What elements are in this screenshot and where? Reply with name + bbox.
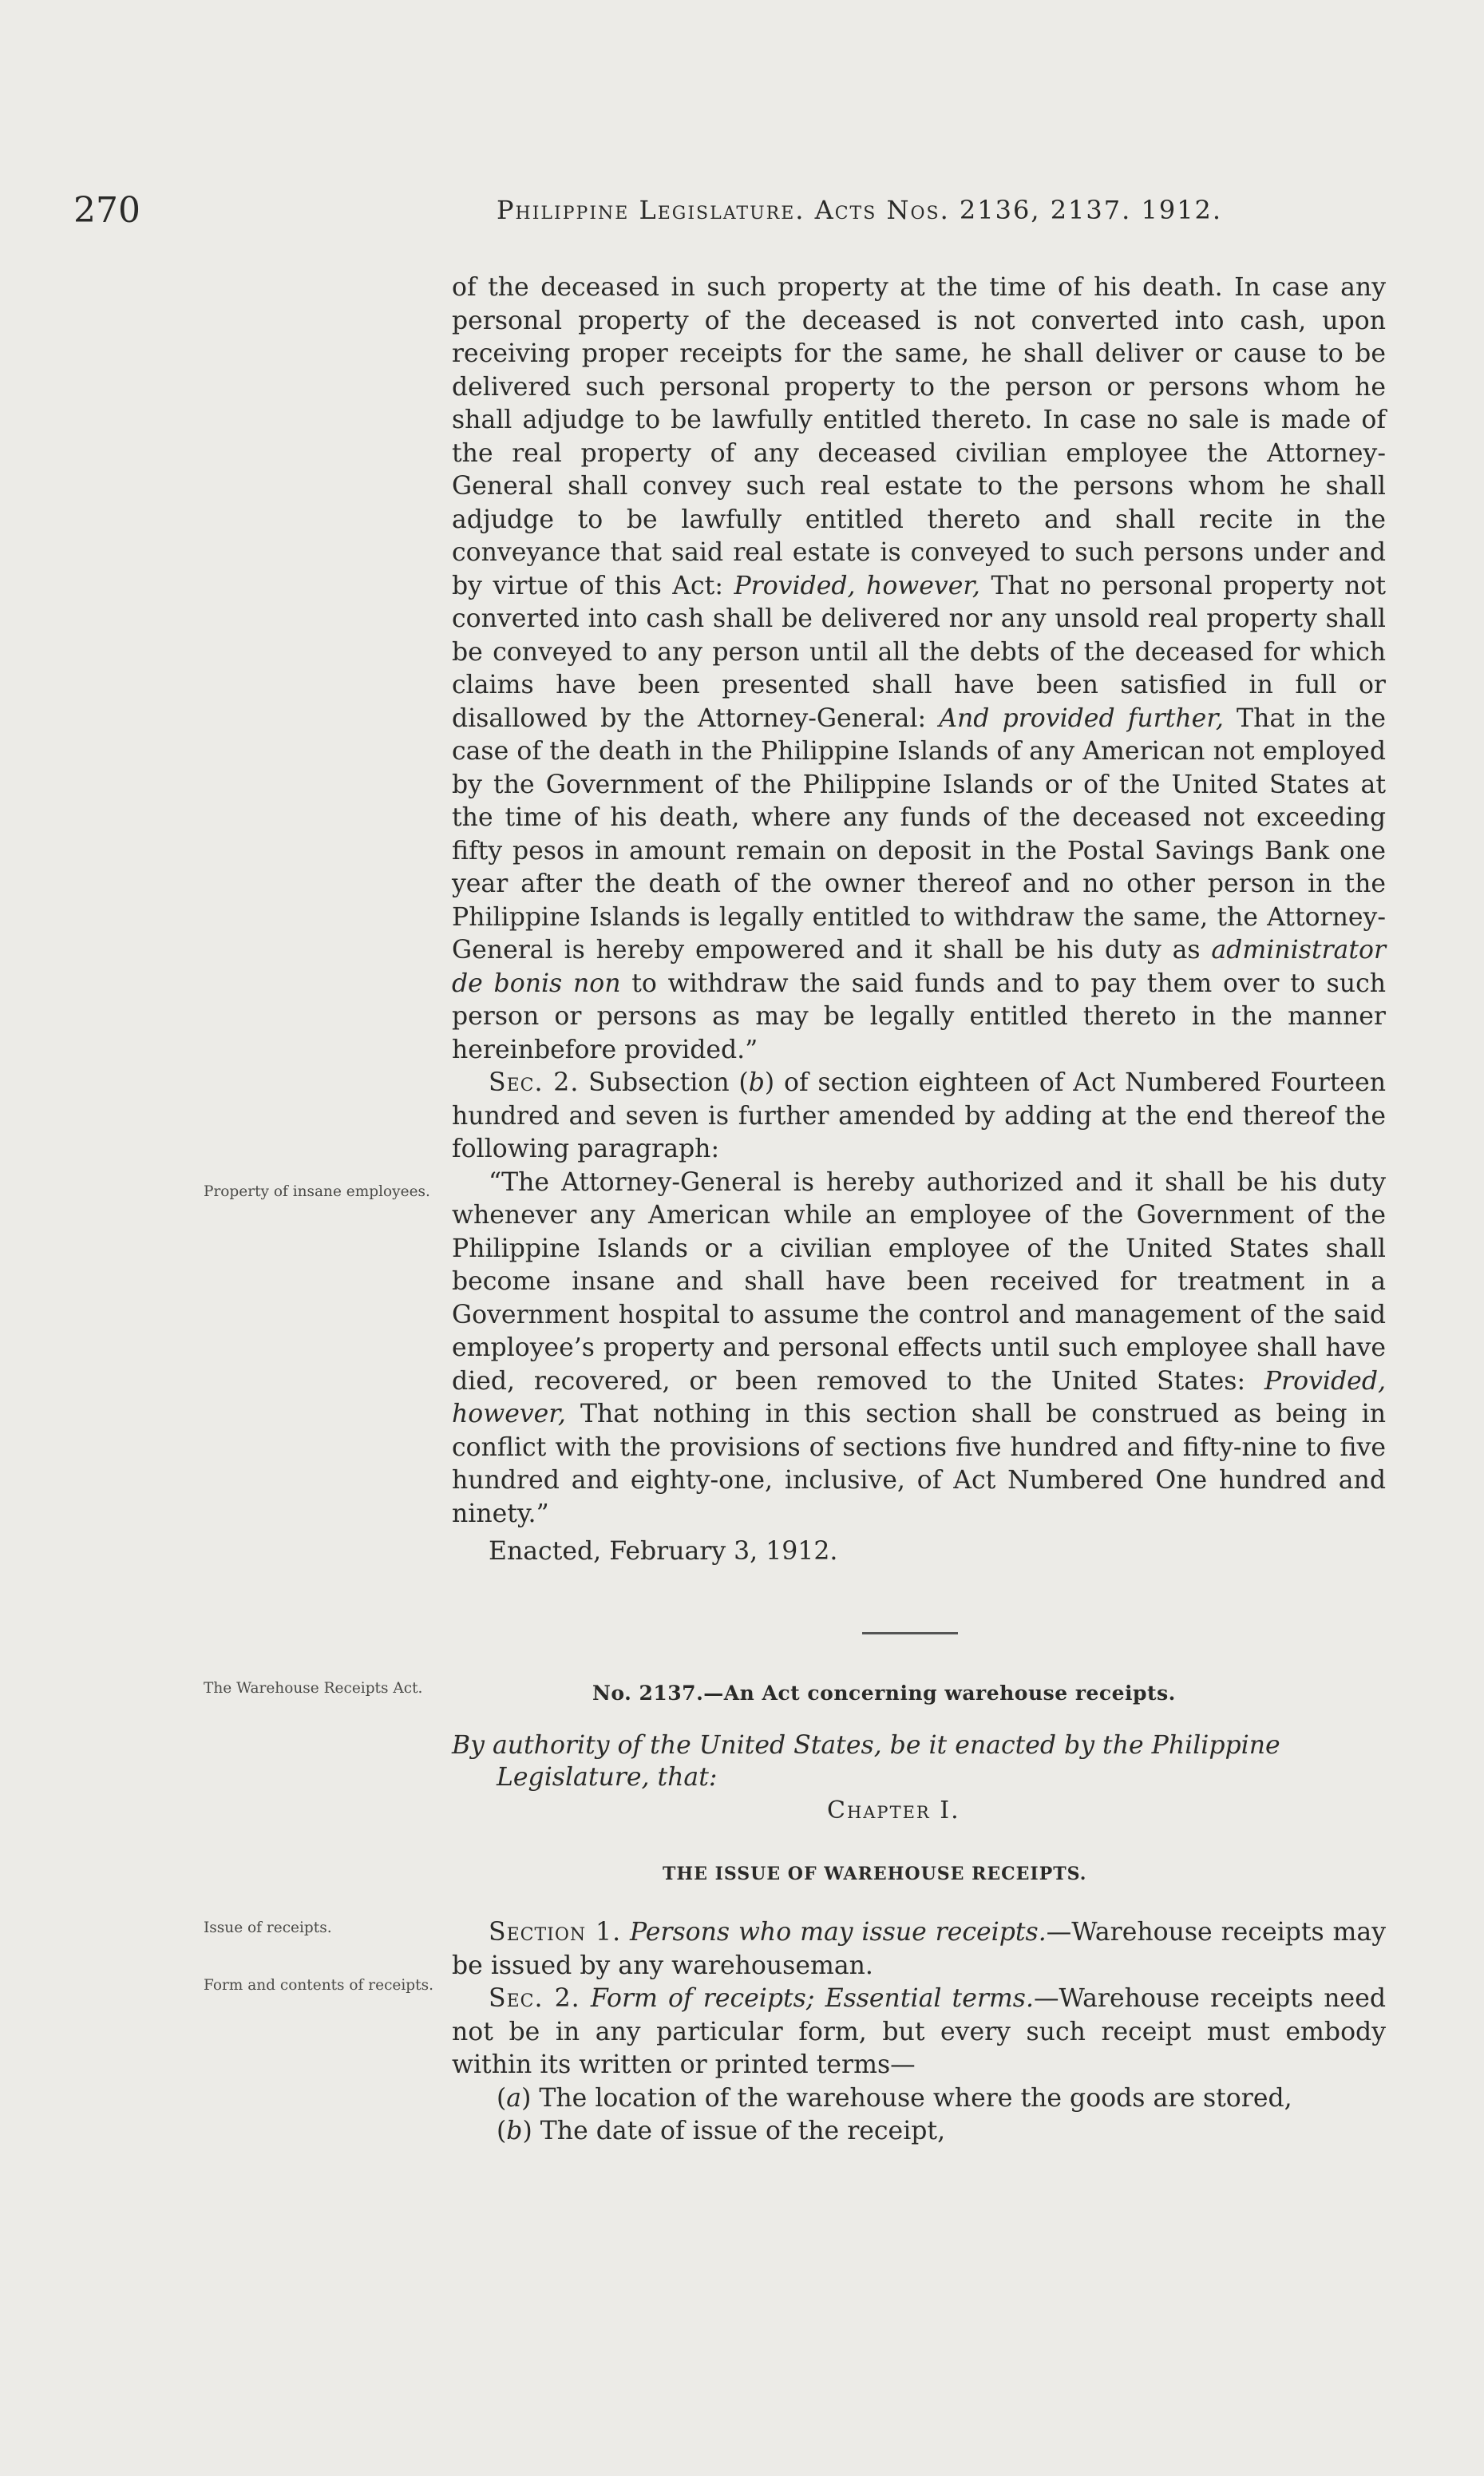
margin-note-insane: Property of insane employees. xyxy=(204,1183,430,1200)
running-head: Philippine Legislature. Acts Nos. 2136, 2137. 1912. xyxy=(497,195,1223,225)
act-2137-body xyxy=(452,1916,1386,2149)
margin-note-issue: Issue of receipts. xyxy=(204,1919,332,1936)
page-number: 270 xyxy=(73,190,140,231)
page-header xyxy=(73,190,1399,238)
enacted-date: Enacted, February 3, 1912. xyxy=(489,1537,838,1566)
quoted-paragraph: “The Attorney-General is hereby authorized and it shall be his duty whenever any American while an employee of the Government of the Philippine Islands or a civilian employee of the United States shall become insane and shall have been received for treatment in a Government hospital to assume the control and management of the said employee’s property and personal effects until such employee shall have died, recovered, or been removed to the United States: Provided, however, That nothing in this section shall be construed as being in conflict with the provisions of sections five hundred and fifty-nine to five hundred and eighty-one, inclusive, of Act Numbered One hundred and ninety.” xyxy=(452,1167,1386,1528)
section-divider xyxy=(862,1632,958,1634)
act-2137-title: No. 2137.—An Act concerning warehouse receipts. xyxy=(592,1682,1176,1705)
margin-note-warehouse-act: The Warehouse Receipts Act. xyxy=(204,1680,423,1697)
list-item-a: (a) The location of the warehouse where the goods are stored, xyxy=(497,2083,1292,2113)
paragraph-continuation: of the deceased in such property at the time of his death. In case any personal property of the deceased is not converted into cash, upon receiving proper receipts for the same, he shall deliver or cause to be delivered such personal property to the person or persons whom he shall adjudge to be lawfully entitled thereto. In case no sale is made of the real property of any deceased civilian employee the Attorney-General shall convey such real estate to the persons whom he shall adjudge to be lawfully entitled thereto and shall recite in the conveyance that said real estate is conveyed to such persons under and by virtue of this Act: Provided, however, That no personal property not converted into cash shall be delivered nor any unsold real property shall be conveyed to any person until all the debts of the deceased for which claims have been presented shall have been satisfied in full or disallowed by the Attorney-General: And provided further, That in the case of the death in the Philippine Islands of any American not employed by the Government of the Philippine Islands or of the United States at the time of his death, where any funds of the deceased not exceeding fifty pesos in amount remain on deposit in the Postal Savings Bank one year after the death of the owner thereof and no other person in the Philippine Islands is legally entitled to withdraw the same, the Attorney-General is hereby empowered and it shall be his duty as administrator de bonis non to withdraw the said funds and to pay them over to such person or persons as may be legally entitled thereto in the manner hereinbefore provided.” xyxy=(452,273,1386,1064)
list-item-b: (b) The date of issue of the receipt, xyxy=(497,2117,946,2145)
act-2136-continuation xyxy=(452,271,1386,1569)
enacting-clause: By authority of the United States, be it enacted by the Philippine xyxy=(452,1731,1280,1760)
section-2-paragraph: Sec. 2. Subsection (b) of section eighteen of Act Numbered Fourteen hundred and seven is further amended by adding at the end thereof the following paragraph: xyxy=(452,1068,1386,1163)
chapter-heading: Chapter I. xyxy=(827,1797,960,1824)
enacting-clause-continued: Legislature, that: xyxy=(497,1763,718,1792)
section-1-paragraph: Section 1. Persons who may issue receipts.—Warehouse receipts may be issued by any warehouseman. xyxy=(452,1918,1386,1980)
chapter-title: THE ISSUE OF WAREHOUSE RECEIPTS. xyxy=(663,1864,1087,1884)
section-2-act-paragraph: Sec. 2. Form of receipts; Essential terms.—Warehouse receipts need not be in any particular form, but every such receipt must embody within its written or printed terms— xyxy=(452,1984,1386,2079)
margin-note-form: Form and contents of receipts. xyxy=(204,1977,433,1994)
